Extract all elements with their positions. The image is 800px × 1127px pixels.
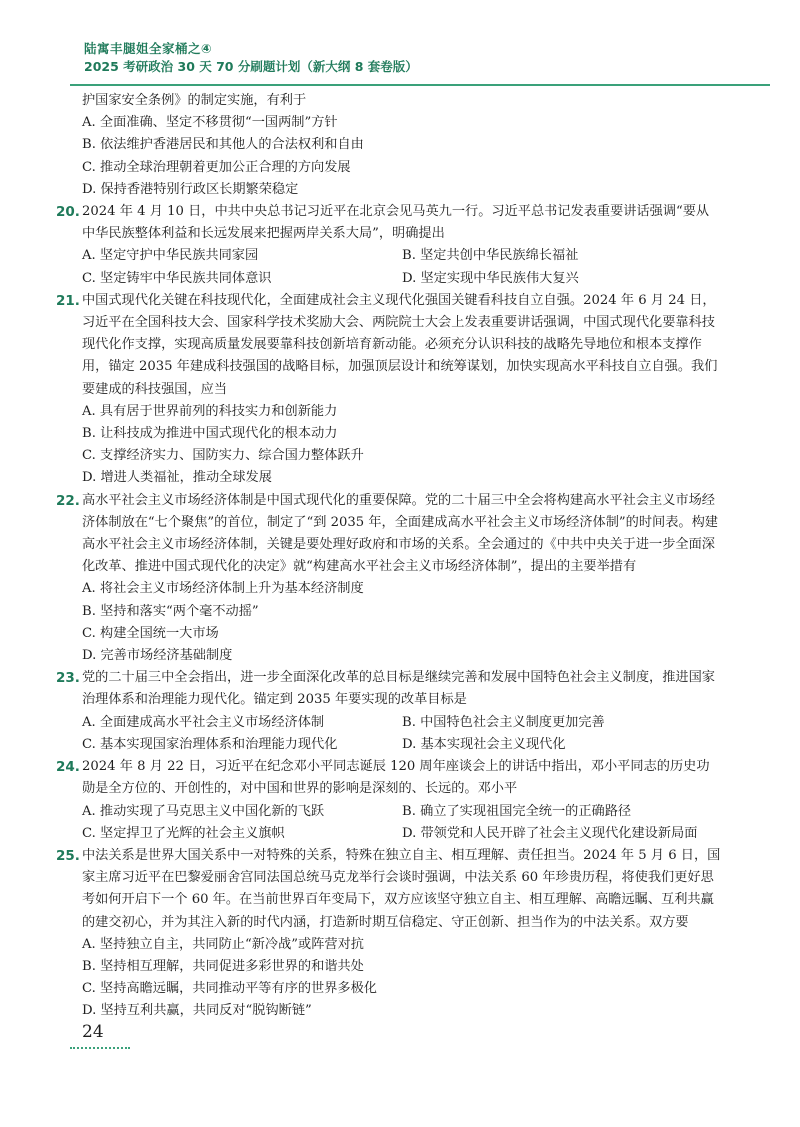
- option-d: D. 保持香港特别行政区长期繁荣稳定: [82, 181, 299, 197]
- option-list: [82, 245, 722, 289]
- question-23: [56, 667, 722, 756]
- option-a: A. 具有居于世界前列的科技实力和创新能力: [82, 403, 338, 419]
- option-b: B. 坚持相互理解，共同促进多彩世界的和谐共处: [82, 958, 364, 974]
- header-divider: [70, 84, 770, 86]
- option-b: B. 依法维护香港居民和其他人的合法权利和自由: [82, 137, 364, 153]
- question-24: [56, 756, 722, 845]
- question-continuation: [82, 90, 722, 201]
- question-22: [56, 490, 722, 668]
- option-a: A. 坚持独立自主，共同防止“新冷战”或阵营对抗: [82, 936, 364, 952]
- option-d: D. 坚持互利共赢，共同反对“脱钩断链”: [82, 1003, 312, 1019]
- question-21: [56, 290, 722, 490]
- option-list: [82, 934, 722, 1023]
- question-number: 23.: [56, 670, 80, 687]
- question-stem: 中国式现代化关键在科技现代化，全面建成社会主义现代化强国关键看科技自立自强。2024 年 6 月 24 日，习近平在全国科技大会、国家科学技术奖励大会、两院院士大会上发表重要讲话强调，中国式现代化要靠科技现代化作支撑，实现高质量发展要靠科技创新培育新动能。必须充分认识科技的战略先导地位和根本支撑作用，锚定 2035 年建成科技强国的战略目标，加强顶层设计和统筹谋划，加快实现高水平科技自立自强。我们要建成的科技强国，应当: [82, 292, 718, 397]
- option-list: [82, 712, 722, 756]
- option-c: C. 坚定捍卫了光辉的社会主义旗帜: [82, 825, 285, 841]
- question-number: 22.: [56, 492, 80, 509]
- option-c: C. 支撑经济实力、国防实力、综合国力整体跃升: [82, 448, 364, 464]
- question-stem: 2024 年 4 月 10 日，中共中央总书记习近平在北京会见马英九一行。习近平总书记发表重要讲话强调“要从中华民族整体利益和长远发展来把握两岸关系大局”，明确提出: [82, 204, 710, 242]
- question-content: [56, 90, 722, 1023]
- question-number: 20.: [56, 204, 80, 221]
- question-stem: 护国家安全条例》的制定实施，有利于: [82, 93, 307, 108]
- option-b: B. 让科技成为推进中国式现代化的根本动力: [82, 426, 338, 442]
- option-d: D. 增进人类福祉，推动全球发展: [82, 470, 272, 486]
- question-number: 21.: [56, 292, 80, 309]
- option-list: [82, 112, 722, 201]
- question-stem: 党的二十届三中全会指出，进一步全面深化改革的总目标是继续完善和发展中国特色社会主义制度，推进国家治理体系和治理能力现代化。锚定到 2035 年要实现的改革目标是: [82, 670, 715, 708]
- option-d: D. 完善市场经济基础制度: [82, 648, 233, 664]
- option-d: D. 带领党和人民开辟了社会主义现代化建设新局面: [402, 825, 698, 841]
- option-list: [82, 401, 722, 490]
- footer-divider: [70, 1047, 130, 1049]
- question-number: 25.: [56, 847, 80, 864]
- option-list: [82, 578, 722, 667]
- option-c: C. 推动全球治理朝着更加公正合理的方向发展: [82, 159, 351, 175]
- option-b: B. 坚持和落实“两个毫不动摇”: [82, 603, 259, 619]
- question-25: [56, 845, 722, 1023]
- series-title: 陆寓丰腿姐全家桶之④: [84, 41, 213, 56]
- option-b: B. 坚定共创中华民族绵长福祉: [402, 248, 579, 264]
- question-stem: 中法关系是世界大国关系中一对特殊的关系，特殊在独立自主、相互理解、责任担当。2024 年 5 月 6 日，国家主席习近平在巴黎爱丽舍宫同法国总统马克龙举行会谈时强调，中法关系 60 年珍贵历程，将使我们更好思考如何开启下一个 60 年。在当前世界百年变局下，双方应该坚守独立自主、相互理解、高瞻远瞩、互利共赢的建交初心，并为其注入新的时代内涵，打造新时期互信稳定、守正创新、担当作为的中法关系。双方要: [82, 847, 721, 930]
- option-a: A. 坚定守护中华民族共同家园: [82, 248, 259, 264]
- option-list: [82, 801, 722, 845]
- option-b: B. 确立了实现祖国完全统一的正确路径: [402, 803, 632, 819]
- question-stem: 2024 年 8 月 22 日，习近平在纪念邓小平同志诞辰 120 周年座谈会上的讲话中指出，邓小平同志的历史功勋是全方位的、开创性的，对中国和世界的影响是深刻的、长远的。邓小平: [82, 759, 710, 797]
- question-20: [56, 201, 722, 290]
- page-number: 24: [82, 1022, 104, 1042]
- question-stem: 高水平社会主义市场经济体制是中国式现代化的重要保障。党的二十届三中全会将构建高水平社会主义市场经济体制放在“七个聚焦”的首位，制定了“到 2035 年，全面建成高水平社会主义市场经济体制”的时间表。构建高水平社会主义市场经济体制，关键是要处理好政府和市场的关系。全会通过的《中共中央关于进一步全面深化改革、推进中国式现代化的决定》就“构建高水平社会主义市场经济体制”，提出的主要举措有: [82, 492, 718, 575]
- option-c: C. 坚定铸牢中华民族共同体意识: [82, 270, 272, 286]
- option-a: A. 将社会主义市场经济体制上升为基本经济制度: [82, 581, 364, 597]
- book-title: 2025 考研政治 30 天 70 分刷题计划（新大纲 8 套卷版）: [84, 59, 418, 74]
- option-a: A. 全面建成高水平社会主义市场经济体制: [82, 714, 325, 730]
- option-b: B. 中国特色社会主义制度更加完善: [402, 714, 605, 730]
- option-c: C. 构建全国统一大市场: [82, 625, 219, 641]
- option-a: A. 全面准确、坚定不移贯彻“一国两制”方针: [82, 115, 338, 131]
- page-header: [84, 40, 764, 76]
- option-c: C. 基本实现国家治理体系和治理能力现代化: [82, 736, 338, 752]
- option-c: C. 坚持高瞻远瞩，共同推动平等有序的世界多极化: [82, 981, 377, 997]
- option-a: A. 推动实现了马克思主义中国化新的飞跃: [82, 803, 325, 819]
- option-d: D. 基本实现社会主义现代化: [402, 736, 566, 752]
- question-number: 24.: [56, 759, 80, 776]
- option-d: D. 坚定实现中华民族伟大复兴: [402, 270, 579, 286]
